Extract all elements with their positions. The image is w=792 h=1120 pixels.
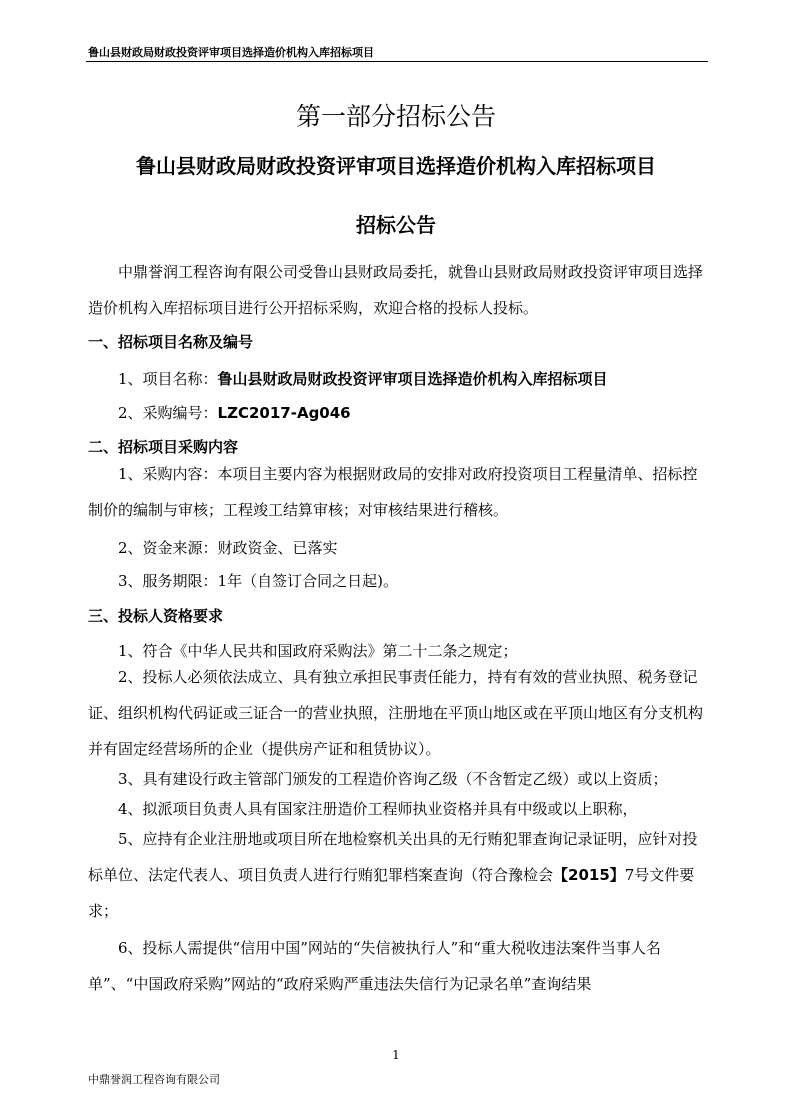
project-name-label: 1、项目名称： — [118, 370, 218, 388]
requirement-3: 3、具有建设行政主管部门颁发的工程造价咨询乙级（不含暂定乙级）或以上资质； — [118, 770, 668, 788]
requirement-1: 1、符合《中华人民共和国政府采购法》第二十二条之规定； — [118, 642, 518, 660]
page-number: 1 — [392, 1048, 400, 1062]
section2-heading: 二、招标项目采购内容 — [88, 438, 239, 456]
intro-paragraph: 中鼎誉润工程咨询有限公司受鲁山县财政局委托，就鲁山县财政局财政投资评审项目选择造价机构入库招标项目进行公开招标采购，欢迎合格的投标人投标。 — [88, 263, 704, 317]
requirement-2: 2、投标人必须依法成立、具有独立承担民事责任能力，持有有效的营业执照、税务登记证、组织机构代码证或三证合一的营业执照，注册地在平顶山地区或在平顶山地区有分支机构并有固定经营场所的企业（提供房产证和租赁协议）。 — [88, 668, 704, 758]
running-header: 鲁山县财政局财政投资评审项目选择造价机构入库招标项目 — [88, 46, 374, 59]
requirement-5-tail: 7号文件要求； — [88, 866, 695, 920]
procurement-number-value: LZC2017-Ag046 — [217, 404, 351, 422]
section3-heading: 三、投标人资格要求 — [88, 607, 224, 625]
requirement-6: 6、投标人需提供“信用中国”网站的“失信被执行人”和“重大税收违法案件当事人名单”、“中国政府采购”网站的“政府采购严重违法失信行为记录名单”查询结果 — [88, 939, 661, 993]
project-name-value: 鲁山县财政局财政投资评审项目选择造价机构入库招标项目 — [217, 370, 608, 388]
requirement-4: 4、拟派项目负责人具有国家注册造价工程师执业资格并具有中级或以上职称， — [118, 800, 638, 818]
part-title: 第一部分招标公告 — [295, 102, 496, 131]
section1-heading: 一、招标项目名称及编号 — [88, 333, 254, 351]
procurement-content: 1、采购内容：本项目主要内容为根据财政局的安排对政府投资项目工程量清单、招标控制价的编制与审核；工程竣工结算审核；对审核结果进行稽核。 — [88, 465, 698, 519]
header-divider — [86, 61, 708, 62]
procurement-number-label: 2、采购编号： — [118, 404, 218, 422]
requirement-5 — [88, 821, 704, 929]
notice-title: 招标公告 — [356, 213, 436, 237]
service-period: 3、服务期限：1年（自签订合同之日起)。 — [118, 572, 398, 590]
procurement-number-line — [118, 402, 351, 423]
footer-company: 中鼎誉润工程咨询有限公司 — [88, 1073, 220, 1086]
project-title: 鲁山县财政局财政投资评审项目选择造价机构入库招标项目 — [136, 154, 656, 178]
funding-source: 2、资金来源：财政资金、已落实 — [118, 539, 338, 557]
project-name-line — [118, 368, 608, 389]
requirement-5-text: 5、应持有企业注册地或项目所在地检察机关出具的无行贿犯罪查询记录证明，应针对投标单位、法定代表人、项目负责人进行行贿犯罪档案查询（符合豫检会 — [88, 830, 698, 884]
requirement-5-year: 【2015】 — [553, 866, 625, 884]
